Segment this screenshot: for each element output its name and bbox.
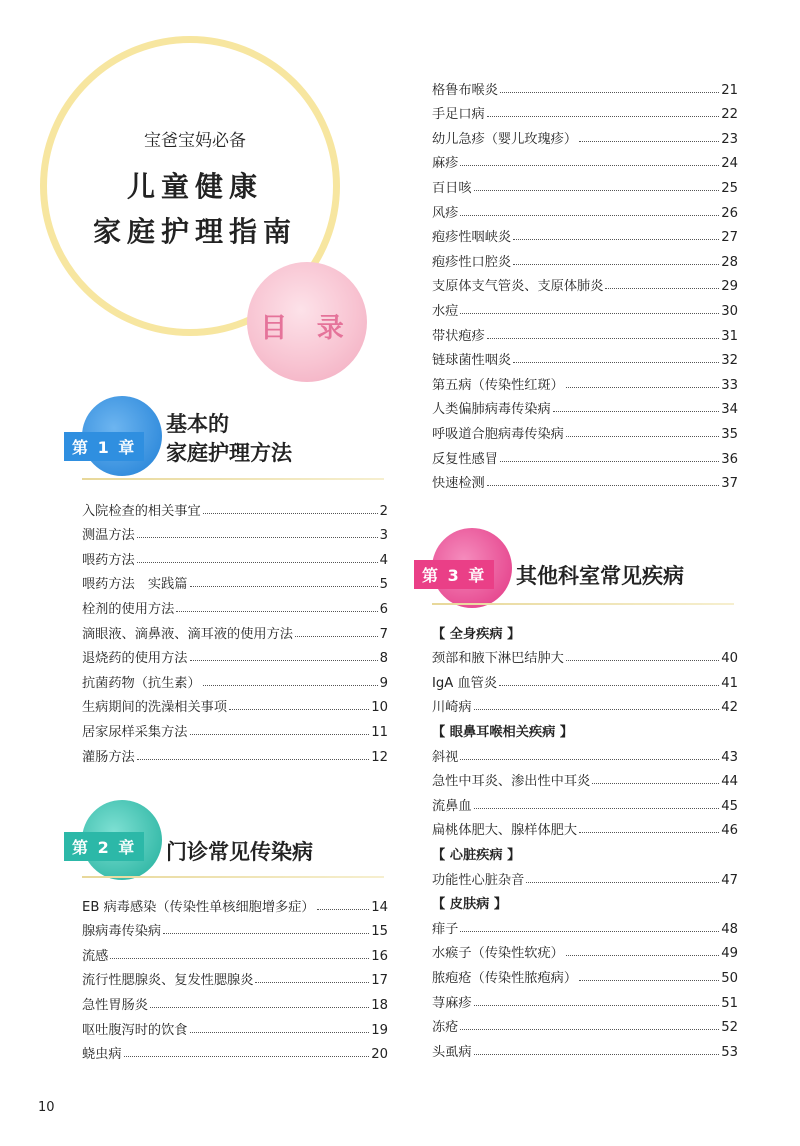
toc-entry-page: 10 — [371, 700, 388, 716]
toc-leader-dots — [203, 685, 378, 686]
toc-entry-page: 22 — [721, 107, 738, 123]
toc-leader-dots — [579, 832, 719, 833]
toc-entry-page: 42 — [721, 700, 738, 716]
toc-leader-dots — [474, 808, 720, 809]
toc-section-heading — [432, 715, 738, 740]
toc-entry[interactable] — [432, 319, 738, 344]
toc-entry[interactable] — [82, 988, 388, 1013]
toc-leader-dots — [163, 933, 369, 934]
toc-entry-title: 水瘊子（传染性软疣） — [432, 946, 564, 962]
toc-entry[interactable] — [432, 642, 738, 667]
chapter3-underline — [432, 603, 734, 605]
toc-entry[interactable] — [82, 1013, 388, 1038]
toc-leader-dots — [566, 660, 719, 661]
toc-entry-page: 52 — [721, 1020, 738, 1036]
toc-leader-dots — [474, 190, 720, 191]
toc-entry-page: 21 — [721, 82, 738, 98]
toc-entry-title: 流感 — [82, 948, 109, 964]
toc-entry-title: IgA 血管炎 — [432, 675, 498, 691]
toc-entry[interactable] — [82, 617, 388, 642]
chapter2-toc-continued — [432, 73, 738, 491]
toc-entry[interactable] — [82, 1038, 388, 1063]
toc-leader-dots — [513, 239, 719, 240]
toc-leader-dots — [605, 288, 719, 289]
toc-entry-page: 53 — [721, 1044, 738, 1060]
toc-entry[interactable] — [432, 196, 738, 221]
toc-entry[interactable] — [432, 368, 738, 393]
toc-leader-dots — [474, 1054, 720, 1055]
toc-entry-title: 栓剂的使用方法 — [82, 601, 175, 617]
toc-entry[interactable] — [432, 417, 738, 442]
toc-leader-dots — [460, 165, 719, 166]
toc-leader-dots — [190, 660, 378, 661]
toc-entry[interactable] — [82, 642, 388, 667]
toc-entry-page: 32 — [721, 353, 738, 369]
toc-entry-title: 喂药方法 — [82, 552, 135, 568]
toc-entry[interactable] — [432, 863, 738, 888]
chapter1-title-line2: 家庭护理方法 — [166, 441, 292, 465]
toc-leader-dots — [176, 611, 377, 612]
toc-entry-title: 扁桃体肥大、腺样体肥大 — [432, 823, 578, 839]
toc-section-label: 【 皮肤病 】 — [432, 897, 508, 913]
toc-entry[interactable] — [82, 519, 388, 544]
toc-entry-title: 流鼻血 — [432, 798, 472, 814]
toc-leader-dots — [566, 387, 719, 388]
toc-entry[interactable] — [82, 568, 388, 593]
toc-section-label: 【 全身疾病 】 — [432, 626, 521, 642]
toc-entry-page: 29 — [721, 279, 738, 295]
chapter3-tag: 第 3 章 — [414, 560, 494, 589]
toc-entry[interactable] — [82, 543, 388, 568]
chapter2-toc — [82, 890, 388, 1062]
toc-entry-title: 手足口病 — [432, 107, 485, 123]
toc-entry-page: 36 — [721, 451, 738, 467]
toc-entry[interactable] — [82, 740, 388, 765]
toc-entry-title: 呕吐腹泻时的饮食 — [82, 1022, 188, 1038]
toc-entry[interactable] — [432, 221, 738, 246]
toc-leader-dots — [460, 1029, 719, 1030]
toc-entry-title: 生病期间的洗澡相关事项 — [82, 700, 228, 716]
toc-entry[interactable] — [82, 964, 388, 989]
toc-entry[interactable] — [82, 666, 388, 691]
toc-leader-dots — [460, 759, 719, 760]
toc-entry-title: 颈部和腋下淋巴结肿大 — [432, 651, 564, 667]
toc-entry-page: 14 — [371, 899, 388, 915]
toc-entry-title: 蛲虫病 — [82, 1047, 122, 1063]
toc-leader-dots — [592, 783, 719, 784]
toc-entry[interactable] — [82, 939, 388, 964]
toc-entry-page: 35 — [721, 426, 738, 442]
toc-entry-page: 4 — [379, 552, 388, 568]
toc-entry[interactable] — [82, 691, 388, 716]
toc-leader-dots — [487, 485, 719, 486]
toc-leader-dots — [566, 955, 719, 956]
toc-entry-title: 百日咳 — [432, 180, 472, 196]
toc-entry-title: 链球菌性咽炎 — [432, 353, 512, 369]
chapter1-tag: 第 1 章 — [64, 432, 144, 461]
chapter3-toc — [432, 617, 738, 1060]
toc-entry-title: 痱子 — [432, 921, 459, 937]
toc-entry-title: 风疹 — [432, 205, 459, 221]
toc-entry-page: 2 — [379, 503, 388, 519]
toc-leader-dots — [513, 264, 719, 265]
toc-entry-title: 流行性腮腺炎、复发性腮腺炎 — [82, 973, 254, 989]
toc-entry[interactable] — [432, 691, 738, 716]
toc-leader-dots — [553, 411, 720, 412]
toc-section-heading — [432, 617, 738, 642]
chapter3-title: 其他科室常见疾病 — [516, 564, 684, 588]
toc-entry[interactable] — [82, 890, 388, 915]
toc-entry-page: 9 — [379, 675, 388, 691]
toc-entry-page: 49 — [721, 946, 738, 962]
toc-section-label: 【 眼鼻耳喉相关疾病 】 — [432, 724, 574, 740]
toc-entry-title: 支原体支气管炎、支原体肺炎 — [432, 279, 604, 295]
toc-entry[interactable] — [82, 715, 388, 740]
toc-entry[interactable] — [432, 73, 738, 98]
toc-entry-title: 抗菌药物（抗生素） — [82, 675, 201, 691]
toc-leader-dots — [190, 1032, 370, 1033]
toc-entry-page: 34 — [721, 402, 738, 418]
toc-entry-title: 反复性感冒 — [432, 451, 498, 467]
toc-entry-title: 呼吸道合胞病毒传染病 — [432, 426, 564, 442]
toc-entry[interactable] — [432, 442, 738, 467]
toc-entry-page: 43 — [721, 749, 738, 765]
toc-entry-page: 20 — [371, 1047, 388, 1063]
toc-entry-title: 灌肠方法 — [82, 749, 135, 765]
book-title-line2: 家庭护理指南 — [92, 215, 297, 248]
toc-leader-dots — [190, 734, 370, 735]
toc-leader-dots — [229, 709, 369, 710]
toc-entry-page: 47 — [721, 872, 738, 888]
toc-entry-title: 水痘 — [432, 303, 459, 319]
toc-entry-title: 测温方法 — [82, 528, 135, 544]
toc-entry-title: 急性中耳炎、渗出性中耳炎 — [432, 774, 591, 790]
toc-entry-page: 17 — [371, 973, 388, 989]
toc-leader-dots — [255, 982, 369, 983]
toc-badge — [247, 262, 367, 382]
toc-entry-page: 16 — [371, 948, 388, 964]
chapter1-toc — [82, 494, 388, 765]
toc-entry-page: 7 — [379, 626, 388, 642]
toc-entry-page: 15 — [371, 924, 388, 940]
page-number: 10 — [38, 1100, 55, 1115]
toc-entry[interactable] — [432, 171, 738, 196]
toc-leader-dots — [500, 461, 719, 462]
toc-entry[interactable] — [432, 740, 738, 765]
toc-entry[interactable] — [432, 814, 738, 839]
toc-leader-dots — [474, 1005, 720, 1006]
toc-entry-title: 疱疹性咽峡炎 — [432, 230, 512, 246]
toc-entry-title: EB 病毒感染（传染性单核细胞增多症） — [82, 899, 315, 915]
toc-leader-dots — [150, 1007, 369, 1008]
toc-entry-title: 腺病毒传染病 — [82, 924, 162, 940]
toc-leader-dots — [566, 436, 719, 437]
toc-entry[interactable] — [432, 1035, 738, 1060]
toc-entry-page: 45 — [721, 798, 738, 814]
toc-entry-title: 退烧药的使用方法 — [82, 651, 188, 667]
toc-entry[interactable] — [432, 122, 738, 147]
toc-entry-page: 27 — [721, 230, 738, 246]
toc-entry-title: 急性胃肠炎 — [82, 997, 148, 1013]
toc-entry-page: 26 — [721, 205, 738, 221]
toc-entry[interactable] — [82, 592, 388, 617]
toc-entry-title: 麻疹 — [432, 156, 459, 172]
toc-leader-dots — [460, 215, 719, 216]
toc-leader-dots — [526, 882, 719, 883]
toc-entry-page: 31 — [721, 328, 738, 344]
toc-entry-title: 疱疹性口腔炎 — [432, 254, 512, 270]
chapter2-tag: 第 2 章 — [64, 832, 144, 861]
toc-leader-dots — [137, 759, 369, 760]
toc-entry-title: 头虱病 — [432, 1044, 472, 1060]
toc-entry-page: 12 — [371, 749, 388, 765]
toc-entry[interactable] — [432, 294, 738, 319]
book-subtitle: 宝爸宝妈必备 — [144, 131, 246, 151]
chapter2-title: 门诊常见传染病 — [166, 840, 313, 864]
toc-entry-title: 冻疮 — [432, 1020, 459, 1036]
toc-entry-title: 入院检查的相关事宜 — [82, 503, 201, 519]
toc-entry[interactable] — [432, 765, 738, 790]
toc-section-label: 【 心脏疾病 】 — [432, 847, 521, 863]
toc-entry[interactable] — [432, 270, 738, 295]
toc-entry[interactable] — [432, 147, 738, 172]
toc-leader-dots — [460, 931, 719, 932]
toc-leader-dots — [579, 141, 719, 142]
toc-label: 目 录 — [260, 313, 354, 344]
toc-section-heading — [432, 888, 738, 913]
toc-entry-page: 40 — [721, 651, 738, 667]
toc-leader-dots — [110, 958, 369, 959]
chapter1-title-line1: 基本的 — [166, 412, 229, 436]
toc-entry-page: 44 — [721, 774, 738, 790]
toc-entry-page: 28 — [721, 254, 738, 270]
toc-entry-title: 斜视 — [432, 749, 459, 765]
toc-entry-title: 幼儿急疹（婴儿玫瑰疹） — [432, 131, 578, 147]
toc-entry-page: 8 — [379, 651, 388, 667]
toc-leader-dots — [499, 685, 719, 686]
toc-entry[interactable] — [432, 961, 738, 986]
toc-leader-dots — [513, 362, 719, 363]
toc-entry[interactable] — [82, 494, 388, 519]
toc-leader-dots — [474, 709, 720, 710]
toc-entry-title: 喂药方法 实践篇 — [82, 577, 188, 593]
toc-entry-title: 荨麻疹 — [432, 995, 472, 1011]
toc-entry-page: 19 — [371, 1022, 388, 1038]
toc-section-heading — [432, 838, 738, 863]
toc-leader-dots — [137, 537, 378, 538]
toc-entry-title: 格鲁布喉炎 — [432, 82, 498, 98]
toc-entry[interactable] — [432, 98, 738, 123]
toc-leader-dots — [500, 92, 719, 93]
toc-entry[interactable] — [432, 789, 738, 814]
toc-entry-title: 带状疱疹 — [432, 328, 485, 344]
toc-entry-page: 41 — [721, 675, 738, 691]
toc-leader-dots — [203, 513, 378, 514]
toc-entry-page: 33 — [721, 377, 738, 393]
toc-entry-page: 25 — [721, 180, 738, 196]
toc-entry-title: 滴眼液、滴鼻液、滴耳液的使用方法 — [82, 626, 293, 642]
toc-leader-dots — [190, 586, 378, 587]
toc-leader-dots — [487, 338, 719, 339]
toc-entry-page: 11 — [371, 724, 388, 740]
toc-entry-title: 快速检测 — [432, 476, 485, 492]
toc-entry[interactable] — [432, 245, 738, 270]
toc-entry-page: 46 — [721, 823, 738, 839]
toc-entry-title: 人类偏肺病毒传染病 — [432, 402, 551, 418]
toc-entry-page: 24 — [721, 156, 738, 172]
toc-entry-page: 50 — [721, 970, 738, 986]
toc-entry-title: 功能性心脏杂音 — [432, 872, 525, 888]
toc-entry[interactable] — [432, 1011, 738, 1036]
toc-leader-dots — [317, 909, 370, 910]
toc-entry[interactable] — [432, 937, 738, 962]
toc-leader-dots — [487, 116, 719, 117]
toc-entry[interactable] — [82, 915, 388, 940]
book-title-line1: 儿童健康 — [126, 170, 263, 203]
toc-entry-page: 37 — [721, 476, 738, 492]
toc-leader-dots — [137, 562, 378, 563]
toc-entry[interactable] — [432, 393, 738, 418]
toc-entry[interactable] — [432, 986, 738, 1011]
toc-leader-dots — [460, 313, 719, 314]
chapter2-underline — [82, 876, 384, 878]
toc-entry[interactable] — [432, 666, 738, 691]
chapter1-underline — [82, 478, 384, 480]
toc-leader-dots — [579, 980, 719, 981]
toc-entry[interactable] — [432, 344, 738, 369]
toc-entry-page: 48 — [721, 921, 738, 937]
toc-leader-dots — [124, 1056, 370, 1057]
toc-entry-page: 5 — [379, 577, 388, 593]
toc-entry[interactable] — [432, 912, 738, 937]
toc-entry-page: 23 — [721, 131, 738, 147]
toc-entry-title: 脓疱疮（传染性脓疱病） — [432, 970, 578, 986]
toc-entry-page: 3 — [379, 528, 388, 544]
toc-entry-page: 6 — [379, 601, 388, 617]
toc-entry-title: 第五病（传染性红斑） — [432, 377, 564, 393]
toc-entry-title: 居家尿样采集方法 — [82, 724, 188, 740]
toc-entry-page: 51 — [721, 995, 738, 1011]
toc-entry[interactable] — [432, 467, 738, 492]
toc-entry-title: 川崎病 — [432, 700, 472, 716]
toc-entry-page: 18 — [371, 997, 388, 1013]
toc-leader-dots — [295, 636, 378, 637]
toc-entry-page: 30 — [721, 303, 738, 319]
